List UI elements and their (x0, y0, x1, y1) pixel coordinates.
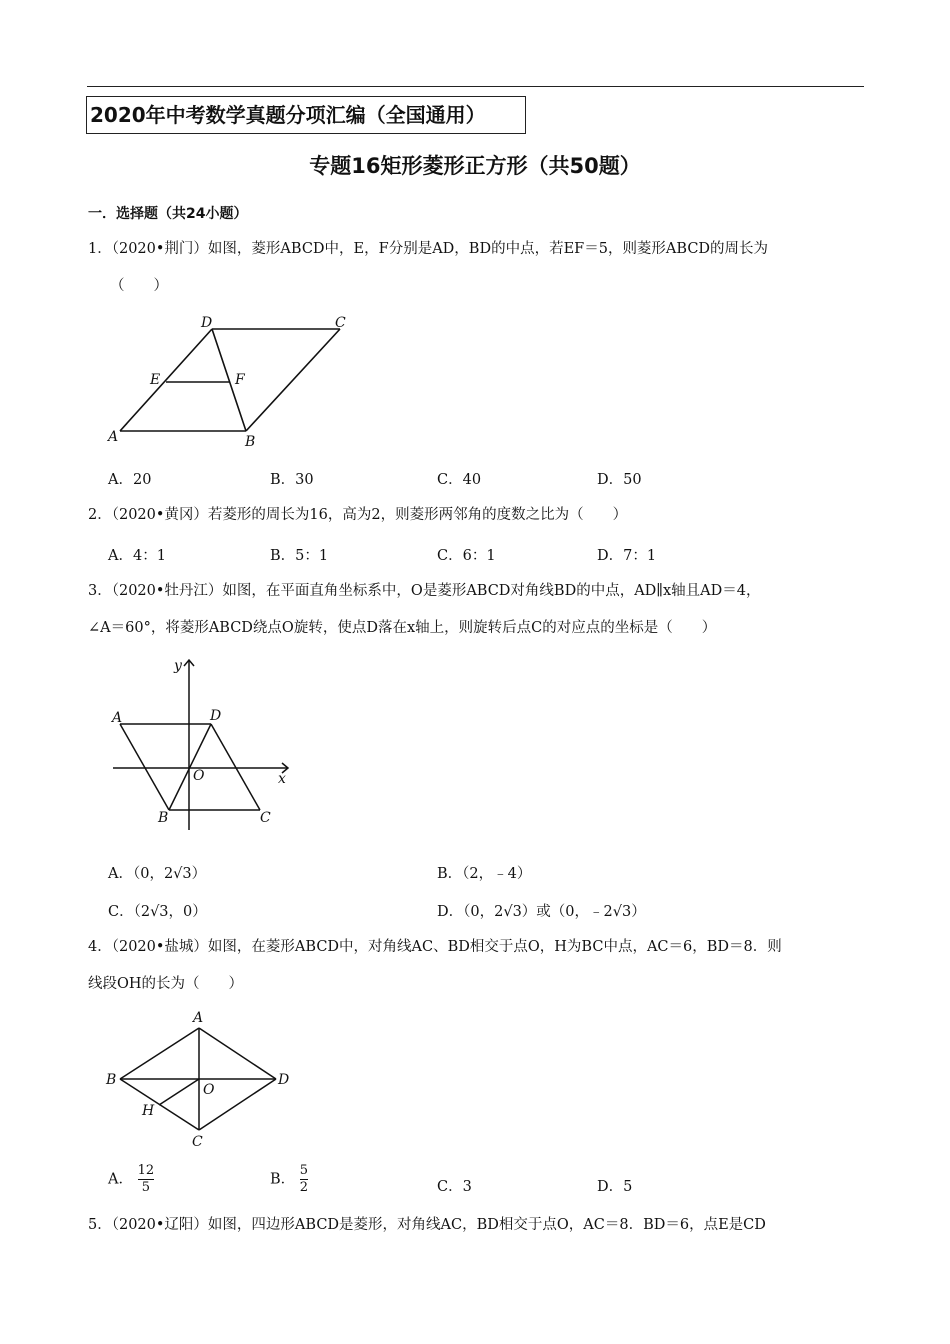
label-f: F (235, 372, 245, 388)
label-c: C (260, 810, 271, 826)
q4-option-b-denominator: 2 (299, 1180, 309, 1195)
q4-option-b[interactable] (270, 1163, 308, 1196)
label-c: C (335, 315, 346, 331)
question-2-text: 2．（2020•黄冈）若菱形的周长为16，高为2，则菱形两邻角的度数之比为（ ） (88, 507, 628, 523)
edge-dc (211, 724, 260, 810)
q4-option-c[interactable]: C．3 (437, 1179, 472, 1195)
label-b: B (158, 810, 169, 826)
label-h: H (142, 1103, 155, 1119)
label-b: B (106, 1072, 117, 1088)
label-b: B (245, 434, 256, 450)
question-1-line-1: 1．（2020•荆门）如图，菱形ABCD中，E，F分别是AD，BD的中点，若EF＝5，则菱形ABCD的周长为 (88, 241, 769, 257)
edge-ab (120, 724, 169, 810)
q3-option-d[interactable]: D．（0，2√3）或（0，﹣2√3） (437, 904, 646, 920)
label-x: x (278, 771, 286, 787)
header-box-title: 2020年中考数学真题分项汇编（全国通用） (86, 96, 526, 134)
question-4-line-2: 线段OH的长为（ ） (88, 976, 244, 992)
label-o: O (193, 768, 205, 784)
question-3-line-1: 3．（2020•牡丹江）如图，在平面直角坐标系中，O是菱形ABCD对角线BD的中点，AD∥x轴且AD＝4， (88, 583, 761, 599)
label-y: y (174, 658, 182, 674)
edge-ab (120, 1028, 199, 1079)
question-4-line-1: 4．（2020•盐城）如图，在菱形ABCD中，对角线AC、BD相交于点O，H为BC中点，AC＝6，BD＝8．则 (88, 939, 782, 955)
q4-option-b-numerator: 5 (299, 1163, 309, 1178)
question-3-line-2: ∠A＝60°，将菱形ABCD绕点O旋转，使点D落在x轴上，则旋转后点C的对应点的坐标是（ ） (88, 620, 717, 636)
q3-option-a[interactable]: A．（0，2√3） (108, 866, 207, 882)
question-1-line-2: （ ） (110, 278, 168, 294)
segment-oh (159, 1079, 199, 1105)
edge-cb (246, 329, 340, 431)
q2-option-d[interactable]: D．7：1 (597, 548, 657, 564)
question-5-text: 5．（2020•辽阳）如图，四边形ABCD是菱形，对角线AC，BD相交于点O，AC＝8．BD＝6，点E是CD (88, 1217, 766, 1233)
header-rule (87, 86, 864, 87)
q2-option-b[interactable]: B．5：1 (270, 548, 329, 564)
q4-option-a-denominator: 5 (138, 1179, 155, 1196)
diagonal-bd (169, 724, 211, 810)
document-title: 专题16矩形菱形正方形（共50题） (309, 154, 641, 178)
q1-option-a[interactable]: A．20 (108, 472, 152, 488)
edge-ad (199, 1028, 276, 1079)
q1-option-b[interactable]: B．30 (270, 472, 314, 488)
figure-q1-rhombus (100, 308, 370, 450)
q4-option-a-prefix: A． (108, 1171, 133, 1188)
label-o: O (203, 1082, 215, 1098)
label-c: C (192, 1134, 203, 1150)
q4-option-b-prefix: B． (270, 1171, 296, 1188)
label-a: A (193, 1010, 204, 1026)
q4-option-a-numerator: 12 (137, 1163, 155, 1178)
q2-option-c[interactable]: C．6：1 (437, 548, 496, 564)
q4-option-d[interactable]: D．5 (597, 1179, 633, 1195)
q3-option-b[interactable]: B．（2，﹣4） (437, 866, 532, 882)
section-heading: 一．选择题（共24小题） (88, 206, 248, 222)
label-d: D (201, 315, 213, 331)
q2-option-a[interactable]: A．4：1 (108, 548, 166, 564)
q3-option-c[interactable]: C．（2√3，0） (108, 904, 207, 920)
figure-q4-rhombus (100, 1004, 300, 1154)
q4-option-a-fraction (138, 1163, 155, 1196)
edge-ad (120, 329, 212, 431)
q4-option-b-fraction (300, 1163, 308, 1196)
q4-option-a[interactable] (108, 1163, 154, 1196)
label-a: A (112, 710, 123, 726)
label-a: A (108, 429, 119, 445)
q1-option-d[interactable]: D．50 (597, 472, 642, 488)
label-d: D (278, 1072, 290, 1088)
label-d: D (210, 708, 222, 724)
figure-q3-coordinate-rhombus (100, 652, 300, 832)
label-e: E (150, 372, 161, 388)
q1-option-c[interactable]: C．40 (437, 472, 482, 488)
